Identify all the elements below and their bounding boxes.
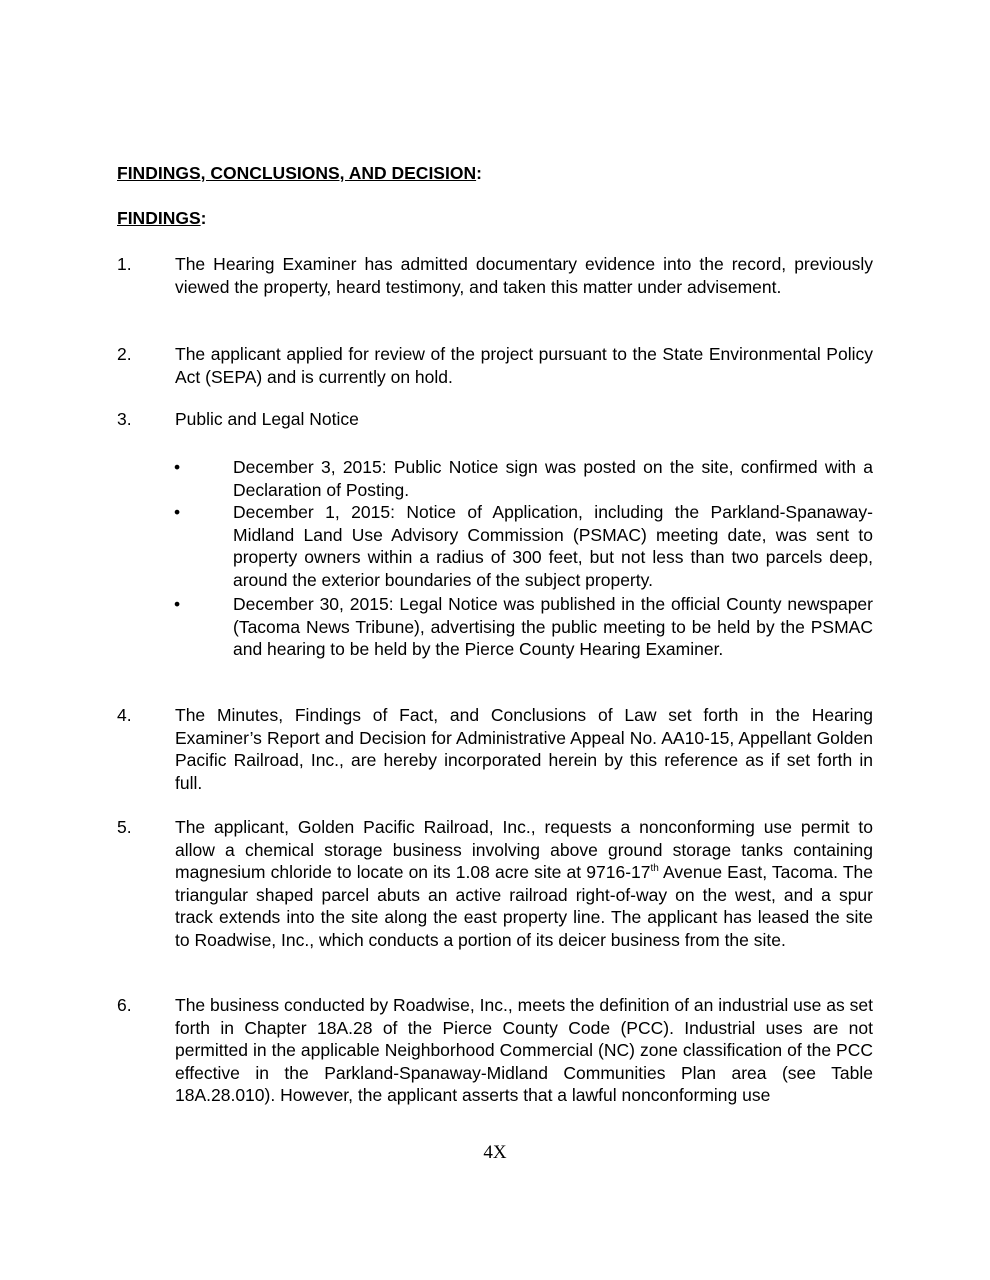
finding-text: The applicant applied for review of the project pursuant to the State Environmental Policy Act (SEPA) and is currently on hold. xyxy=(175,344,873,387)
finding-text-part: The applicant, Golden Pacific Railroad, Inc., requests a nonconforming use permit to allow a chemical storage business involving above ground storage tanks containing magnesium chloride to locate on its 1.08 acre site at 9716-17 xyxy=(175,817,873,882)
finding-text: Public and Legal Notice xyxy=(175,409,359,429)
finding-number: 1. xyxy=(117,254,132,274)
findings-heading-colon: : xyxy=(200,208,207,228)
main-heading-colon: : xyxy=(476,163,482,183)
ordinal-suffix: th xyxy=(650,863,659,875)
finding-text xyxy=(175,816,873,951)
finding-number: 6. xyxy=(117,995,132,1015)
finding-number: 4. xyxy=(117,705,132,725)
bullet-icon: • xyxy=(174,502,181,522)
finding-text-part: Avenue East, Tacoma. The triangular shaped parcel abuts an active railroad right-of-way on the west, and a spur track extends into the site along the east property line. The applicant has leased the site to Roadwise, Inc., which conducts a portion of its deicer business from the site. xyxy=(175,862,873,950)
findings-heading-text: FINDINGS xyxy=(117,208,201,228)
findings-heading xyxy=(117,207,206,229)
main-heading xyxy=(117,162,482,184)
finding-number: 5. xyxy=(117,817,132,837)
finding-number: 3. xyxy=(117,409,132,429)
notice-bullet: December 3, 2015: Public Notice sign was posted on the site, confirmed with a Declaration of Posting. xyxy=(233,457,873,500)
notice-bullet: December 30, 2015: Legal Notice was published in the official County newspaper (Tacoma News Tribune), advertising the public meeting to be held by the PSMAC and hearing to be held by the Pierce County Hearing Examiner. xyxy=(233,594,873,659)
main-heading-text: FINDINGS, CONCLUSIONS, AND DECISION xyxy=(117,163,477,183)
finding-number: 2. xyxy=(117,344,132,364)
finding-text: The Minutes, Findings of Fact, and Conclusions of Law set forth in the Hearing Examiner’s Report and Decision for Administrative Appeal No. AA10-15, Appellant Golden Pacific Railroad, Inc., are hereby incorporated herein by this reference as if set forth in full. xyxy=(175,705,873,793)
finding-text: The business conducted by Roadwise, Inc., meets the definition of an industrial use as set forth in Chapter 18A.28 of the Pierce County Code (PCC). Industrial uses are not permitted in the applicable Neighborhood Commercial (NC) zone classification of the PCC effective in the Parkland-Spanaway-Midland Communities Plan area (see Table 18A.28.010). However, the applicant asserts that a lawful nonconforming use xyxy=(175,995,873,1105)
notice-bullet: December 1, 2015: Notice of Application, including the Parkland-Spanaway-Midland Land Use Advisory Commission (PSMAC) meeting date, was sent to property owners within a radius of 300 feet, but not less than two parcels deep, around the exterior boundaries of the subject property. xyxy=(233,502,873,590)
bullet-icon: • xyxy=(174,594,181,614)
bullet-icon: • xyxy=(174,457,181,477)
finding-text: The Hearing Examiner has admitted documentary evidence into the record, previously viewed the property, heard testimony, and taken this matter under advisement. xyxy=(175,254,873,297)
page-number: 4X xyxy=(483,1142,507,1163)
